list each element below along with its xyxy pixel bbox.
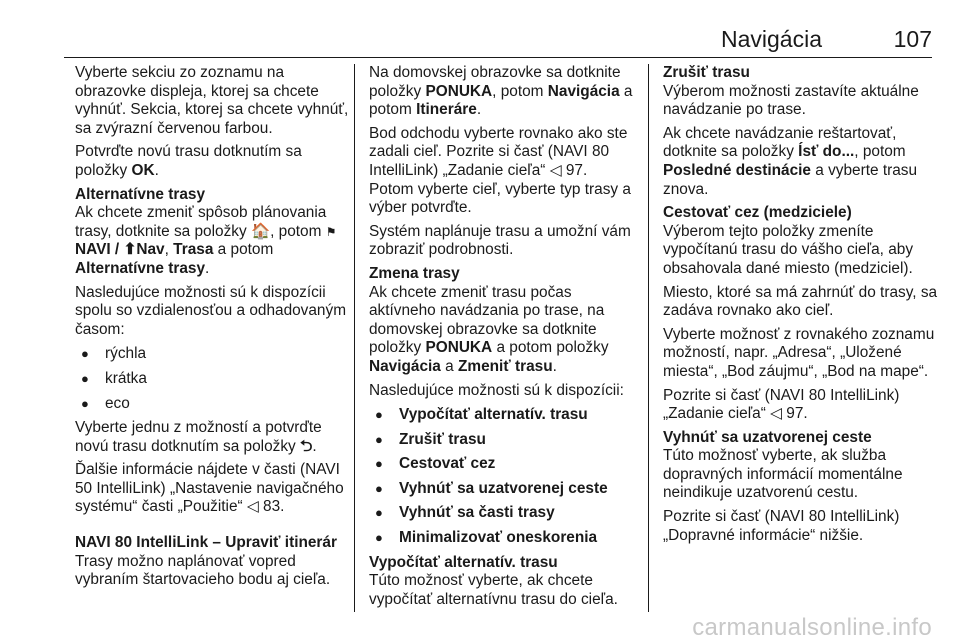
watermark: carmanualsonline.info: [692, 614, 932, 641]
paragraph: [75, 419, 351, 456]
text: 83.: [258, 498, 285, 516]
ist-do-label: Ísť do...: [798, 143, 855, 161]
itinerare-label: Itineráre: [416, 101, 477, 119]
section-heading: Vyhnúť sa uzatvorenej ceste: [663, 428, 872, 446]
reference-arrow-icon: ◁: [246, 498, 259, 516]
section-heading: Alternatívne trasy: [75, 185, 206, 203]
page-title: Navigácia: [721, 26, 822, 52]
home-icon: 🏠: [250, 222, 271, 240]
ponuka-label: PONUKA: [425, 339, 493, 357]
page-number: 107: [893, 26, 932, 52]
column-divider: [648, 64, 649, 612]
reference-arrow-icon: ◁: [770, 405, 782, 423]
text: 97.: [782, 405, 808, 423]
text: a: [440, 357, 458, 375]
section-heading: Zmena trasy: [369, 264, 460, 282]
paragraph: Nasledujúce možnosti sú k dispozícii spolu so vzdialenosťou a odhadovaným časom:: [75, 283, 347, 338]
list-item: ● Minimalizovať oneskorenia: [369, 529, 635, 548]
list-item: ● Vypočítať alternatív. trasu: [369, 406, 635, 425]
paragraph: [663, 387, 938, 424]
column-divider: [354, 64, 355, 612]
text: a potom: [369, 82, 633, 119]
paragraph: Túto možnosť vyberte, ak chcete vypočítať alternatívnu trasu do cieľa.: [369, 572, 618, 608]
paragraph: [369, 125, 635, 218]
spacer: [75, 522, 351, 534]
text: 97. Potom vyberte cieľ, vyberte typ trasy a výber potvrďte.: [369, 161, 631, 217]
navigacia-label: Navigácia: [369, 357, 441, 375]
list-item: ● Vyhnúť sa uzatvorenej ceste: [369, 480, 635, 499]
alternative-routes-label: Alternatívne trasy: [75, 259, 206, 277]
text: .: [476, 101, 482, 119]
nav-arrow-icon: ⬆: [123, 241, 137, 259]
paragraph: [75, 204, 351, 278]
navigacia-label: Navigácia: [547, 82, 620, 100]
section-heading: Vypočítať alternatív. trasu: [369, 553, 558, 571]
paragraph: [75, 461, 351, 517]
list-item: ● krátka: [75, 370, 351, 389]
ponuka-label: PONUKA: [425, 82, 493, 100]
text: .: [552, 357, 557, 375]
header-rule: [64, 57, 932, 58]
zmenit-trasu-label: Zmeniť trasu: [458, 357, 553, 375]
text: .: [312, 437, 317, 455]
paragraph: Výberom tejto položky zmeníte vypočítanú trasu do vášho cieľa, aby obsahovala dané miesto (medziciel).: [663, 222, 914, 277]
list-item: ● eco: [75, 395, 351, 414]
paragraph: [75, 143, 351, 180]
text: .: [205, 259, 210, 277]
paragraph: Systém naplánuje trasu a umožní vám zobraziť podrobnosti.: [369, 222, 631, 259]
text: a potom: [213, 241, 274, 259]
paragraph: Pozrite si časť (NAVI 80 IntelliLink) „Dopravné informácie“ nižšie.: [663, 508, 900, 544]
nav-label: Nav: [136, 241, 165, 259]
list-item: ● Vyhnúť sa časti trasy: [369, 504, 635, 523]
paragraph: Výberom možnosti zastavíte aktuálne navádzanie po trase.: [663, 82, 919, 119]
page-header: [0, 26, 932, 56]
column-1: [75, 64, 351, 595]
paragraph: Trasy možno naplánovať vopred vybraním štartovacieho bodu aj cieľa.: [75, 552, 331, 589]
text: Na domovskej obrazovke sa dotknite položky: [369, 64, 621, 100]
paragraph: [369, 284, 635, 377]
text: Pozrite si časť (NAVI 80 IntelliLink) „Zadanie cieľa“: [663, 386, 900, 423]
posledne-destinacie-label: Posledné destinácie: [663, 161, 811, 179]
text: Ďalšie informácie nájdete v časti (NAVI 50 IntelliLink) „Nastavenie navigačného systému“ časti „Použitie“: [75, 461, 344, 516]
text: Ak chcete navádzanie reštartovať, dotknite sa položky: [663, 124, 897, 161]
list-item: ● rýchla: [75, 345, 351, 364]
paragraph: [663, 125, 938, 199]
section-heading: Cestovať cez (medziciele): [663, 204, 852, 222]
ok-label: OK: [131, 161, 155, 179]
flag-icon: ⚑: [325, 224, 337, 239]
text: Ak chcete zmeniť trasu počas aktívneho navádzania po trase, na domovskej obrazovke sa dotknite položky: [369, 283, 605, 357]
trasa-label: Trasa: [173, 241, 214, 259]
text: , potom: [854, 143, 906, 161]
text: Ak chcete zmeniť spôsob plánovania trasy, dotknite sa položky: [75, 204, 327, 240]
option-list: [369, 406, 635, 548]
text: Potvrďte novú trasu dotknutím sa položky: [75, 143, 302, 179]
text: a vyberte trasu znova.: [663, 161, 918, 198]
column-3: [663, 64, 938, 550]
text: Bod odchodu vyberte rovnako ako ste zadali cieľ. Pozrite si časť (NAVI 80 IntelliLink) „Zadanie cieľa“: [369, 124, 628, 179]
list-item: ● Zrušiť trasu: [369, 431, 635, 450]
paragraph: Vyberte sekciu zo zoznamu na obrazovke displeja, ktorej sa chcete vyhnúť. Sekcia, ktorej sa chcete vyhnúť, sa zvýrazní červenou farbou.: [75, 64, 349, 137]
paragraph: Túto možnosť vyberte, ak služba dopravných informácií momentálne neindikuje uzatvorenú cestu.: [663, 447, 903, 502]
option-list: [75, 345, 351, 413]
paragraph: Vyberte možnosť z rovnakého zoznamu možností, napr. „Adresa“, „Uložené miesta“, „Bod záujmu“, „Bod na mape“.: [663, 325, 935, 380]
text: ,: [164, 241, 174, 259]
text: Vyberte jednu z možností a potvrďte novú trasu dotknutím sa položky: [75, 419, 322, 455]
paragraph: [369, 64, 635, 120]
text: , potom: [492, 82, 548, 100]
back-arrow-icon: ⮌: [300, 437, 313, 455]
section-heading: Zrušiť trasu: [663, 64, 750, 81]
text: a potom položky: [492, 339, 609, 357]
reference-arrow-icon: ◁: [549, 161, 562, 179]
list-item: ● Cestovať cez: [369, 455, 635, 474]
paragraph: Nasledujúce možnosti sú k dispozícii:: [369, 381, 624, 399]
navi-label: NAVI /: [75, 241, 124, 259]
text: , potom: [270, 222, 326, 240]
paragraph: Miesto, ktoré sa má zahrnúť do trasy, sa zadáva rovnako ako cieľ.: [663, 283, 938, 320]
column-2: [369, 64, 635, 614]
section-heading: NAVI 80 IntelliLink – Upraviť itinerár: [75, 534, 337, 552]
text: .: [154, 161, 159, 179]
